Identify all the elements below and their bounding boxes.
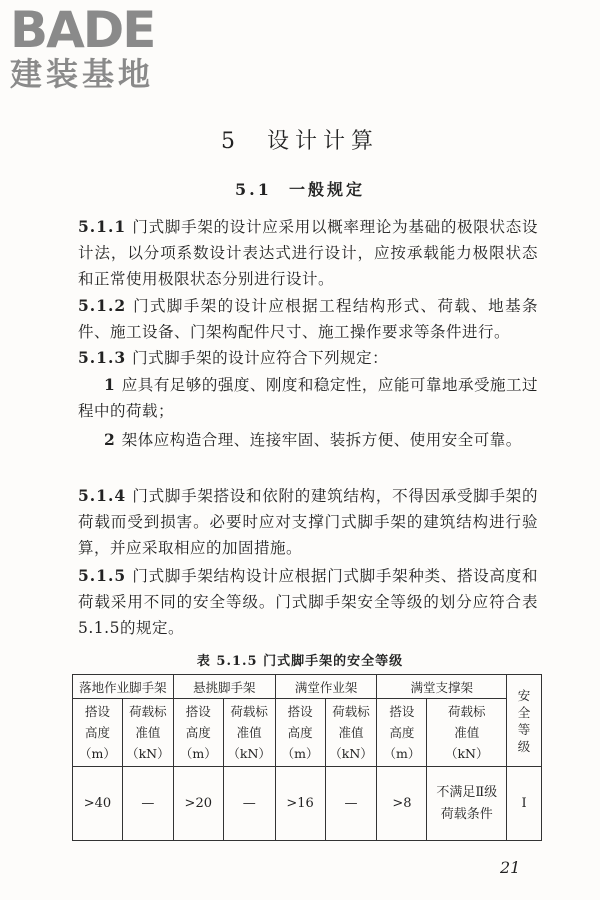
clause-5-1-3-item-1 xyxy=(78,372,538,424)
header-full-support-frame: 满堂支撑架 xyxy=(377,675,507,699)
header-safety-grade-char: 安 xyxy=(517,687,531,703)
section-title xyxy=(0,177,600,200)
safety-grade-table xyxy=(72,674,542,841)
subheader-line: （kN） xyxy=(227,746,271,761)
subheader-line: 准值 xyxy=(338,725,364,740)
clause-5-1-3 xyxy=(78,345,538,371)
chapter-number: 5 xyxy=(220,129,241,154)
subheader-line: （kN） xyxy=(329,746,373,761)
subheader-line: 高度 xyxy=(84,725,110,740)
subheader-line: 搭设 xyxy=(84,704,110,719)
item-text: 架体应构造合理、连接牢固、装拆方便、使用安全可靠。 xyxy=(121,431,522,449)
section-name: 一般规定 xyxy=(288,180,365,199)
table-row xyxy=(73,767,542,841)
subheader-line: 搭设 xyxy=(185,704,211,719)
page-number: 21 xyxy=(500,858,521,877)
clause-5-1-2 xyxy=(78,293,538,345)
subheader-line: 荷载标 xyxy=(129,704,167,719)
cell-full-work-height: >16 xyxy=(275,767,325,841)
cell-full-support-height: >8 xyxy=(377,767,427,841)
header-safety-grade-char: 级 xyxy=(517,738,531,754)
clause-number: 5.1.2 xyxy=(78,296,127,315)
subheader-height xyxy=(173,699,223,767)
subheader-line: 荷载标 xyxy=(332,704,370,719)
subheader-line: 荷载标 xyxy=(447,704,486,719)
chapter-title xyxy=(0,124,600,155)
cell-line: 不满足Ⅱ级 xyxy=(436,784,498,800)
clause-number: 5.1.1 xyxy=(78,217,127,236)
clause-text: 门式脚手架的设计应采用以概率理论为基础的极限状态设计法，以分项系数设计表达式进行设计，应按承载能力极限状态和正常使用极限状态分别进行设计。 xyxy=(78,218,538,288)
clause-number: 5.1.4 xyxy=(78,486,127,505)
header-safety-grade-char: 全 xyxy=(517,704,531,720)
subheader-load xyxy=(122,699,173,767)
subheader-line: 搭设 xyxy=(287,704,313,719)
clause-text: 门式脚手架的设计应根据工程结构形式、荷载、地基条件、施工设备、门架构配件尺寸、施工操作要求等条件进行。 xyxy=(78,297,538,341)
logo-brand-en: BADE xyxy=(10,1,155,59)
logo-brand-cn: 建装基地 xyxy=(10,55,155,93)
cell-cantilever-height: >20 xyxy=(173,767,223,841)
clause-number: 5.1.3 xyxy=(78,348,127,367)
clause-number: 5.1.5 xyxy=(78,566,127,585)
item-number: 2 xyxy=(104,430,116,449)
subheader-line: 荷载标 xyxy=(230,704,268,719)
header-safety-grade-char: 等 xyxy=(517,721,531,737)
subheader-line: 高度 xyxy=(287,725,313,740)
chapter-name: 设计计算 xyxy=(266,129,379,154)
cell-line: 荷载条件 xyxy=(440,806,493,822)
subheader-height xyxy=(73,699,123,767)
subheader-load xyxy=(223,699,275,767)
subheader-height xyxy=(377,699,427,767)
subheader-line: 搭设 xyxy=(389,704,415,719)
item-text: 应具有足够的强度、刚度和稳定性，应能可靠地承受施工过程中的荷载； xyxy=(78,376,538,420)
subheader-line: （kN） xyxy=(444,746,489,761)
subheader-line: 准值 xyxy=(454,725,480,740)
subheader-load xyxy=(427,699,507,767)
subheader-line: （m） xyxy=(79,746,116,761)
subheader-line: （m） xyxy=(383,746,421,761)
clause-text: 门式脚手架结构设计应根据门式脚手架种类、搭设高度和荷载采用不同的安全等级。门式脚手架安全等级的划分应符合表5.1.5的规定。 xyxy=(78,567,538,637)
subheader-load xyxy=(325,699,377,767)
clause-text: 门式脚手架的设计应符合下列规定： xyxy=(132,349,389,367)
header-full-work-frame: 满堂作业架 xyxy=(275,675,377,699)
clause-text: 门式脚手架搭设和依附的建筑结构，不得因承受脚手架的荷载而受到损害。必要时应对支撑门式脚手架的建筑结构进行验算，并应采取相应的加固措施。 xyxy=(78,487,538,557)
item-number: 1 xyxy=(104,375,116,394)
clause-5-1-1 xyxy=(78,214,538,292)
subheader-line: （m） xyxy=(281,746,319,761)
clause-5-1-5 xyxy=(78,563,538,641)
subheader-line: 准值 xyxy=(135,725,161,740)
subheader-line: 高度 xyxy=(389,725,415,740)
cell-floor-height: >40 xyxy=(73,767,123,841)
cell-cantilever-load: — xyxy=(223,767,275,841)
subheader-line: 高度 xyxy=(185,725,211,740)
subheader-height xyxy=(275,699,325,767)
subheader-line: （m） xyxy=(179,746,217,761)
clause-5-1-3-item-2 xyxy=(78,427,538,453)
cell-floor-load: — xyxy=(122,767,173,841)
cell-safety-grade: Ⅰ xyxy=(507,767,542,841)
clause-5-1-4 xyxy=(78,483,538,561)
cell-full-support-load xyxy=(427,767,507,841)
header-cantilever-scaffold: 悬挑脚手架 xyxy=(173,675,275,699)
table-title: 表 5.1.5 门式脚手架的安全等级 xyxy=(196,654,404,669)
section-number: 5.1 xyxy=(235,180,272,199)
subheader-line: （kN） xyxy=(126,746,170,761)
header-safety-grade xyxy=(507,675,542,767)
header-floor-scaffold: 落地作业脚手架 xyxy=(73,675,174,699)
cell-full-work-load: — xyxy=(325,767,377,841)
subheader-line: 准值 xyxy=(236,725,262,740)
publisher-logo xyxy=(10,1,190,93)
